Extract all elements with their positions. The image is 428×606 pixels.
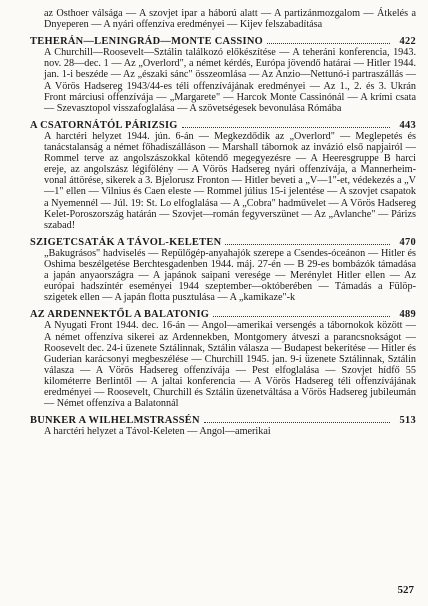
chapter-heading-0 <box>30 36 416 47</box>
chapter-title: AZ ARDENNEKTŐL A BALATONIG <box>30 309 210 321</box>
opening-summary: az Osthoer válsága — A szovjet ipar a háború alatt — A partizánmozgalom — Átkelés a Dnyeperen — A nyári offenzíva eredményei — Kijev felszabadítása <box>44 8 416 31</box>
page-number: 527 <box>397 584 414 596</box>
table-of-contents <box>30 8 416 437</box>
chapter-heading-2 <box>30 237 416 248</box>
chapter-title: SZIGETCSATÁK A TÁVOL-KELETEN <box>30 236 222 248</box>
chapter-page-number: 489 <box>399 309 416 321</box>
chapter-heading-3 <box>30 309 416 320</box>
chapter-summary-1: A harctéri helyzet 1944. jún. 6-án — Megkezdődik az „Overlord" — Meglepetés és tanácstalanság a német főhadiszálláson — Marshall tábornok az invázió első napjairól — Rommel terve az angolszászokkal kötendő megegyezésre — A Heeresgruppe B harci ereje, az angolszász légifölény — A Vörös Hadsereg nyári offenzívája, a Mannerheim-vonal áttörése, sikerek a 3. Bjelorusz Fronton — Hitler beveti a „V—1"-et, védekezés a „V—1" ellen — Vilnius és Caen eleste — Rommel július 15-i jelentése — A szovjet csapatok a Nyemennél — Júl. 19: St. Lo elfoglalása — A „Cobra" hadművelet — A Vörös Hadsereg Kelet-Poroszország határán — Szovjet—román fegyverszünet — Az „Avlanche" — Párizs szabad! <box>44 130 416 231</box>
chapter-heading-1 <box>30 120 416 131</box>
chapter-heading-4 <box>30 415 416 426</box>
leader-dots <box>225 237 390 245</box>
leader-dots <box>267 36 390 44</box>
chapter-summary-3: A Nyugati Front 1944. dec. 16-án — Angol—amerikai versengés a tábornokok között — A német offenzíva sikerei az Ardennekben, Montgomery átveszi a parancsnokságot — Roosevelt dec. 24-i üzenete Sztálinnak, Sztálin válasza — Budapest bekerítése — Hitler és Guderian karácsonyi megbeszélése — Churchill 1945. jan. 9-i üzenete Sztálinnak, Sztálin válasza — A Vörös Hadsereg offenzívája — Pest elfoglalása — Szovjet hídfő 55 kilométerre Berlintől — A jaltai konferencia — A Vörös Hadsereg téli offenzívájának eredményei — Roosevelt, Churchill és Sztálin üzenetváltása a Vörös Hadsereg jubileumán — Német offenzíva a Balatonnál <box>44 320 416 410</box>
chapter-summary-0: A Churchill—Roosevelt—Sztálin találkozó előkészítése — A teheráni konferencia, 1943. nov. 28—dec. 1 — Az „Overlord", a német kérdés, Európa jövendő határai — Hitler 1944. jan. 1-i beszéde — Az „északi sánc" összeomlása — Az Anzio—Nettunó-i partraszállás — A Vörös Hadsereg 1943/44-es téli offenzívájának eredményei — Az 1., 2. és 3. Ukrán Front márciusi offenzívája — „Margarete" — Harcok Monte Cassinónál — A krími csata — Szevasztopol visszafoglalása — A szövetségesek bevonulása Rómába <box>44 47 416 114</box>
chapter-summary-4: A harctéri helyzet a Távol-Keleten — Angol—amerikai <box>44 426 271 438</box>
chapter-title: A CSATORNÁTÓL PÁRIZSIG <box>30 119 178 131</box>
chapter-summary-2: „Bakugrásos" hadviselés — Repülőgép-anyahajók szerepe a Csendes-óceánon — Hitler és Oshima beszélgetése Berchtesgadenben 1944. máj. 27-én — B 29-es bombázók támadása a japán anyaországra — A japánok saipani veresége — Merénylet Hitler ellen — Az európai hadszíntér eseményei 1944 szeptember—októberében — Támadás a Fülöp-szigetek ellen — A japán flotta pusztulása — A „kamikaze"-k <box>44 247 416 304</box>
leader-dots <box>182 120 390 128</box>
leader-dots <box>213 309 390 317</box>
chapter-title: BUNKER A WILHELMSTRASSÉN <box>30 415 200 427</box>
chapter-title: TEHERÁN—LENINGRÁD—MONTE CASSINO <box>30 36 264 48</box>
chapter-page-number: 513 <box>399 415 416 427</box>
leader-dots <box>204 415 390 423</box>
chapter-page-number: 422 <box>399 36 416 48</box>
chapter-page-number: 470 <box>399 236 416 248</box>
chapter-page-number: 443 <box>399 119 416 131</box>
